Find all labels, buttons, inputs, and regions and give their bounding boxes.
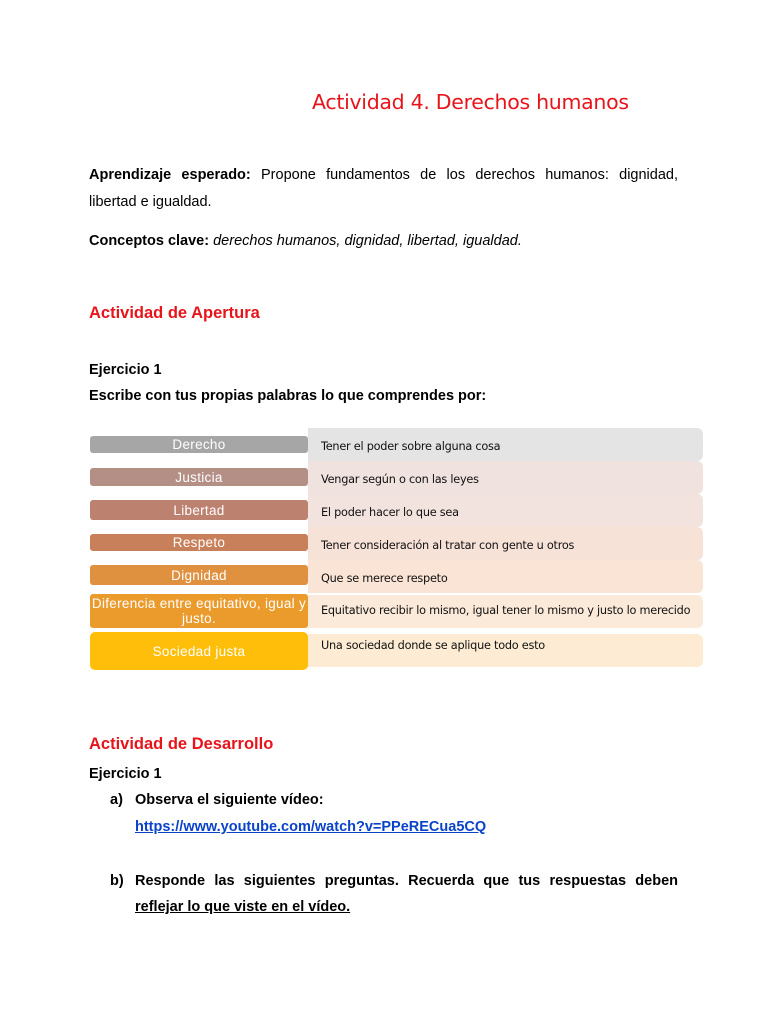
apertura-heading: Actividad de Apertura [89,304,260,322]
apertura-exercise-title: Ejercicio 1 [89,362,162,378]
desarrollo-exercise-title: Ejercicio 1 [89,766,162,782]
aprendizaje-text: Propone fundamentos de los derechos humanos: dignidad, libertad e igualdad. [89,167,679,210]
term-answer: El poder hacer lo que sea [308,494,703,527]
apertura-instruction: Escribe con tus propias palabras lo que comprendes por: [89,388,487,404]
aprendizaje-label: Aprendizaje esperado: [89,167,251,183]
item-b-text: Responde las siguientes preguntas. Recuerda que tus respuestas deben [135,873,678,889]
video-link[interactable]: https://www.youtube.com/watch?v=PPeRECua5CQ [135,819,487,835]
item-b-underlined: reflejar lo que viste en el vídeo. [135,899,351,915]
item-a-text: Observa el siguiente vídeo: [135,792,324,808]
term-label: Dignidad [90,565,308,585]
term-answer: Equitativo recibir lo mismo, igual tener lo mismo y justo lo merecido [308,595,703,628]
term-answer: Vengar según o con las leyes [308,461,703,494]
list-marker-a: a) [110,792,123,808]
term-label: Diferencia entre equitativo, igual y justo. [91,596,307,626]
term-label: Derecho [90,436,308,453]
desarrollo-heading: Actividad de Desarrollo [89,735,274,753]
term-label: Sociedad justa [90,632,308,670]
term-label: Respeto [90,534,308,551]
aprendizaje-paragraph [89,162,678,216]
list-marker-b: b) [110,873,124,889]
term-label: Justicia [90,468,308,486]
term-label: Libertad [90,500,308,520]
conceptos-text: derechos humanos, dignidad, libertad, igualdad. [213,233,522,249]
conceptos-label: Conceptos clave: [89,233,210,249]
term-answer: Tener consideración al tratar con gente u otros [308,527,703,560]
conceptos-paragraph [89,228,678,255]
term-answer: Una sociedad donde se aplique todo esto [308,634,703,667]
page-title: Actividad 4. Derechos humanos [312,90,629,114]
term-answer: Tener el poder sobre alguna cosa [308,428,703,461]
term-answer: Que se merece respeto [308,560,703,593]
